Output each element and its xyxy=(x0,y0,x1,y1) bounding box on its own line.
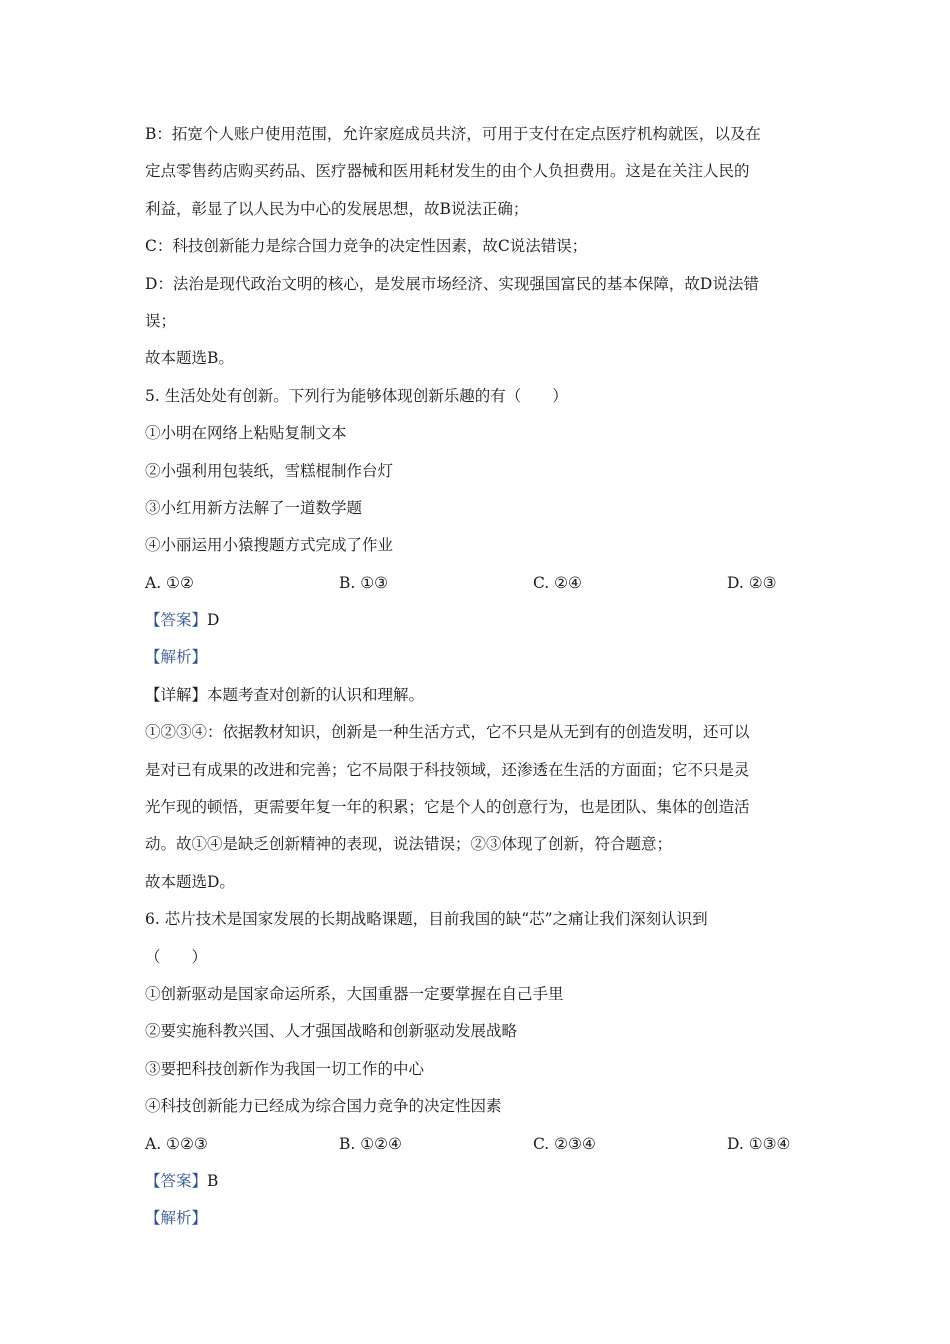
q5-answer-tag: 【答案】 xyxy=(145,611,208,630)
q5-detail-line-2: 是对已有成果的改进和完善；它不局限于科技领域，还渗透在生活的方面面；它不只是灵 xyxy=(145,760,750,779)
q6-option-a: A. ①②③ xyxy=(145,1134,208,1153)
q4-d-explain-line-1: D：法治是现代政治文明的核心，是发展市场经济、实现强国富民的基本保障，故D说法错 xyxy=(145,274,759,293)
q5-item-4: ④小丽运用小猿搜题方式完成了作业 xyxy=(145,536,394,555)
q6-analysis-tag: 【解析】 xyxy=(145,1209,208,1228)
q5-option-a: A. ①② xyxy=(145,573,194,592)
q6-option-c: C. ②③④ xyxy=(533,1134,596,1153)
q5-detail-line-1: ①②③④：依据教材知识，创新是一种生活方式，它不只是从无到有的创造发明，还可以 xyxy=(145,723,750,742)
q4-conclusion: 故本题选B。 xyxy=(145,349,234,368)
q5-detail-line-4: 动。故①④是缺乏创新精神的表现，说法错误；②③体现了创新，符合题意； xyxy=(145,835,673,854)
q4-b-explain-line-3: 利益，彰显了以人民为中心的发展思想，故B说法正确； xyxy=(145,199,529,218)
q5-item-2: ②小强利用包装纸，雪糕棍制作台灯 xyxy=(145,461,394,480)
q6-item-4: ④科技创新能力已经成为综合国力竞争的决定性因素 xyxy=(145,1097,502,1116)
q6-answer-tag: 【答案】 xyxy=(145,1171,208,1190)
q6-answer xyxy=(145,1163,810,1200)
q5-option-d: D. ②③ xyxy=(727,573,777,592)
q4-c-explain: C：科技创新能力是综合国力竞争的决定性因素，故C说法错误； xyxy=(145,237,588,256)
q5-stem: 5. 生活处处有创新。下列行为能够体现创新乐趣的有（ ） xyxy=(145,386,568,405)
q5-option-b: B. ①③ xyxy=(339,573,389,592)
document-page xyxy=(145,116,810,1238)
q6-option-d: D. ①③④ xyxy=(727,1134,791,1153)
q6-item-2: ②要实施科教兴国、人才强国战略和创新驱动发展战略 xyxy=(145,1022,518,1041)
q6-analysis xyxy=(145,1200,810,1237)
q5-detail-intro: 本题考查对创新的认识和理解。 xyxy=(207,685,425,704)
q6-item-3: ③要把科技创新作为我国一切工作的中心 xyxy=(145,1059,425,1078)
q5-item-1: ①小明在网络上粘贴复制文本 xyxy=(145,424,347,443)
q4-b-explain-line-1: B：拓宽个人账户使用范围，允许家庭成员共济，可用于支付在定点医疗机构就医，以及在 xyxy=(145,125,761,143)
q5-analysis xyxy=(145,639,810,676)
q5-detail-tag: 【详解】 xyxy=(145,685,208,704)
q6-options xyxy=(145,1126,810,1163)
q6-stem-line-1: 6. 芯片技术是国家发展的长期战略课题，目前我国的缺“芯”之痛让我们深刻认识到 xyxy=(145,910,708,929)
q5-detail xyxy=(145,677,810,714)
q4-b-explain-line-2: 定点零售药店购买药品、医疗器械和医用耗材发生的由个人负担费用。这是在关注人民的 xyxy=(145,162,750,181)
q5-item-3: ③小红用新方法解了一道数学题 xyxy=(145,498,363,517)
q6-item-1: ①创新驱动是国家命运所系，大国重器一定要掌握在自己手里 xyxy=(145,984,564,1003)
q4-d-explain-line-2: 误； xyxy=(145,311,177,330)
q5-answer xyxy=(145,602,810,639)
q5-conclusion: 故本题选D。 xyxy=(145,872,235,891)
q5-options xyxy=(145,565,810,602)
q6-answer-value: B xyxy=(207,1171,219,1190)
q6-stem-line-2: （ ） xyxy=(145,947,208,966)
q5-answer-value: D xyxy=(207,611,220,630)
q5-analysis-tag: 【解析】 xyxy=(145,648,208,667)
q6-option-b: B. ①②④ xyxy=(339,1134,402,1153)
q5-option-c: C. ②④ xyxy=(533,573,582,592)
q5-detail-line-3: 光乍现的顿悟，更需要年复一年的积累；它是个人的创意行为，也是团队、集体的创造活 xyxy=(145,798,750,817)
